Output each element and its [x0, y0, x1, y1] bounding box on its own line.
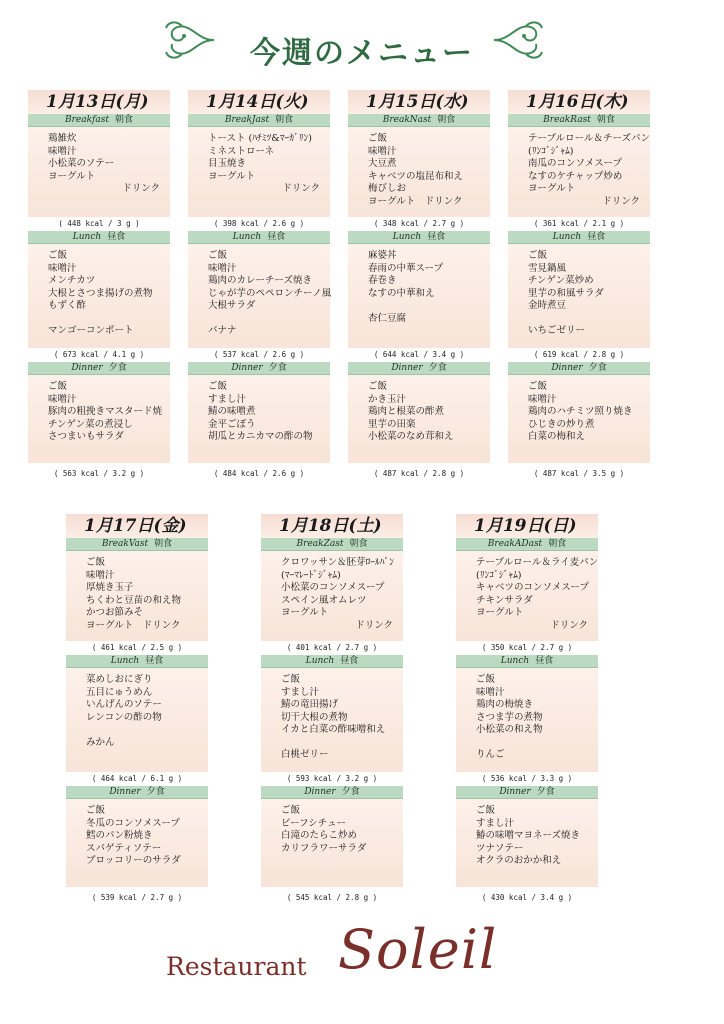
spacer [208, 313, 324, 326]
breakfast-nutrition: ( 398 kcal / 2.6 g ) [213, 219, 305, 228]
lunch-section [261, 668, 403, 772]
menu-item: ご飯 [208, 250, 228, 261]
menu-item: ちくわと豆苗の和え物 [86, 594, 182, 606]
menu-item: ご飯 [281, 674, 301, 685]
menu-item: 小松菜の和え物 [476, 724, 543, 735]
drink-item: ドリンク [355, 619, 393, 631]
menu-item: ヨーグルト [48, 170, 96, 182]
breakfast-section [188, 127, 330, 217]
footer [0, 910, 724, 1010]
menu-item: 大豆煮 [368, 158, 397, 169]
menu-item: 春雨の中華スープ [368, 262, 444, 274]
breakfast-section [456, 551, 598, 641]
menu-item: 白桃ゼリー [281, 749, 329, 760]
dinner-header [456, 786, 598, 799]
menu-item: 小松菜のなめ茸和え [368, 431, 454, 442]
menu-item: 菜めしおにぎり [86, 674, 153, 685]
page-title: 今週のメニュー [250, 36, 474, 71]
menu-item: ヨーグルト [281, 607, 329, 618]
dinner-section [66, 799, 208, 887]
dinner-nutrition: ( 487 kcal / 3.5 g ) [533, 469, 625, 478]
menu-item: 鰆の味噌マヨネーズ焼き [476, 830, 581, 841]
breakfast-header [456, 538, 598, 551]
dinner-label-jp: 夕食 [341, 787, 360, 797]
day-card [261, 514, 403, 905]
menu-item: 鶏肉と根菜の酢煮 [368, 406, 445, 417]
menu-item: ツナソテー [476, 842, 524, 854]
menu-item: 里芋の田楽 [368, 418, 416, 430]
menu-item: ヨーグルト ドリンク [86, 619, 181, 631]
menu-item: 目玉焼き [208, 158, 247, 169]
breakfast-label-jp: 朝食 [437, 115, 456, 125]
menu-item: キャベツのコンソメスープ [476, 582, 589, 593]
dinner-label-jp: 夕食 [428, 363, 447, 373]
lunch-label: Lunch [305, 656, 335, 666]
dinner-header [508, 362, 650, 375]
spacer [368, 300, 484, 313]
menu-item: 味噌汁 [368, 145, 397, 157]
menu-item: スパゲティソテー [86, 842, 162, 854]
breakfast-section [66, 551, 208, 641]
dinner-nutrition: ( 563 kcal / 3.2 g ) [53, 469, 145, 478]
breakfast-label: BreakADast [487, 539, 543, 549]
menu-item: みかん [86, 736, 115, 748]
dinner-label: Dinner [391, 363, 423, 373]
lunch-label: Lunch [392, 232, 422, 242]
drink-item: ドリンク [550, 619, 588, 631]
menu-item: (ﾏｰﾏﾚｰﾄﾞｼﾞｬﾑ) [281, 569, 341, 581]
breakfast-header [508, 114, 650, 127]
day-date: 1月14日(火) [188, 90, 330, 114]
breakfast-label: BreakNast [382, 115, 432, 125]
breakfast-section [28, 127, 170, 217]
lunch-section [66, 668, 208, 772]
breakfast-label: BreakRast [543, 115, 591, 125]
menu-item: ご飯 [48, 381, 68, 392]
menu-item: ご飯 [208, 381, 228, 392]
dinner-header [261, 786, 403, 799]
spacer [48, 313, 164, 326]
menu-item: マンゴーコンポート [48, 325, 134, 336]
menu-item: ヨーグルト [208, 170, 256, 182]
menu-item: 南瓜のコンソメスープ [528, 158, 622, 169]
menu-item: ご飯 [86, 557, 106, 568]
menu-item: 味噌汁 [48, 262, 77, 274]
menu-item: 里芋の和風サラダ [528, 287, 604, 299]
menu-item: りんご [476, 749, 505, 760]
menu-item: 小松菜のソテー [48, 158, 115, 169]
lunch-section [28, 244, 170, 348]
day-date: 1月13日(月) [28, 90, 170, 114]
menu-item: チンゲン菜炒め [528, 275, 594, 286]
breakfast-label-jp: 朝食 [596, 115, 615, 125]
dinner-header [188, 362, 330, 375]
day-card [66, 514, 208, 905]
menu-item: すまし汁 [208, 393, 247, 405]
menu-item: クロワッサン＆胚芽ﾛｰﾙﾊﾟﾝ [281, 557, 395, 568]
menu-item: 金平ごぼう [208, 418, 256, 430]
lunch-header [456, 655, 598, 668]
dinner-nutrition: ( 484 kcal / 2.6 g ) [213, 469, 305, 478]
dinner-label-jp: 夕食 [588, 363, 607, 373]
lunch-nutrition: ( 464 kcal / 6.1 g ) [91, 774, 183, 783]
dinner-label: Dinner [71, 363, 103, 373]
breakfast-nutrition: ( 461 kcal / 2.5 g ) [91, 643, 183, 652]
lunch-section [508, 244, 650, 348]
dinner-nutrition: ( 539 kcal / 2.7 g ) [91, 893, 183, 902]
breakfast-header [66, 538, 208, 551]
menu-item: 鶏肉のカレーチーズ焼き [208, 275, 313, 286]
menu-item: カリフラワーサラダ [281, 842, 367, 854]
dinner-header [28, 362, 170, 375]
breakfast-label-jp: 朝食 [349, 539, 368, 549]
restaurant-label: Restaurant [166, 952, 307, 981]
dinner-nutrition: ( 430 kcal / 3.4 g ) [481, 893, 573, 902]
lunch-label: Lunch [552, 232, 582, 242]
day-date: 1月18日(土) [261, 514, 403, 538]
lunch-section [348, 244, 490, 348]
menu-item: ご飯 [368, 381, 388, 392]
breakfast-label-jp: 朝食 [154, 539, 173, 549]
menu-item: 杏仁豆腐 [368, 312, 407, 324]
dinner-label: Dinner [499, 787, 531, 797]
lunch-label-jp: 昼食 [340, 656, 359, 666]
menu-item: ご飯 [528, 381, 548, 392]
menu-item: 胡瓜とカニカマの酢の物 [208, 431, 313, 442]
day-date: 1月19日(日) [456, 514, 598, 538]
menu-item: チキンサラダ [476, 594, 533, 606]
menu-item: バナナ [208, 325, 237, 336]
lunch-label-jp: 昼食 [427, 232, 446, 242]
breakfast-section [508, 127, 650, 217]
breakfast-nutrition: ( 350 kcal / 2.7 g ) [481, 643, 573, 652]
menu-item: ご飯 [48, 250, 68, 261]
dinner-label: Dinner [109, 787, 141, 797]
lunch-nutrition: ( 536 kcal / 3.3 g ) [481, 774, 573, 783]
breakfast-header [348, 114, 490, 127]
lunch-header [348, 231, 490, 244]
menu-item: さつま芋の煮物 [476, 711, 543, 723]
day-card [456, 514, 598, 905]
menu-item: テーブルロール＆ライ麦パン [476, 557, 599, 568]
menu-item: ミネストローネ [208, 145, 275, 157]
dinner-label-jp: 夕食 [146, 787, 165, 797]
day-date: 1月16日(木) [508, 90, 650, 114]
day-date: 1月15日(水) [348, 90, 490, 114]
menu-item: 鶏肉の梅焼き [476, 699, 534, 710]
menu-item: 鶏雑炊 [48, 133, 77, 144]
menu-item: 冬瓜のコンソメスープ [86, 817, 180, 829]
menu-item: ヨーグルト [476, 607, 524, 618]
dinner-header [348, 362, 490, 375]
menu-item: キャベツの塩昆布和え [368, 170, 464, 182]
lunch-label: Lunch [110, 656, 140, 666]
menu-item: (ﾘﾝｺﾞｼﾞｬﾑ) [476, 569, 522, 581]
breakfast-header [261, 538, 403, 551]
spacer [86, 724, 202, 737]
dinner-label: Dinner [231, 363, 263, 373]
breakfast-label: BreakVast [101, 539, 149, 549]
menu-item: 大根とさつま揚げの煮物 [48, 287, 153, 299]
lunch-label: Lunch [72, 232, 102, 242]
day-card [348, 90, 490, 481]
breakfast-label: BreakZast [296, 539, 344, 549]
menu-item: レンコンの酢の物 [86, 711, 162, 723]
dinner-nutrition: ( 545 kcal / 2.8 g ) [286, 893, 378, 902]
header [0, 10, 724, 74]
lunch-label-jp: 昼食 [535, 656, 554, 666]
menu-item: 鯖の味噌煮 [208, 406, 256, 417]
menu-item: かつお節みそ [86, 607, 144, 618]
drink-item: ドリンク [602, 195, 640, 207]
dinner-label-jp: 夕食 [536, 787, 555, 797]
menu-item: オクラのおかか和え [476, 855, 562, 866]
lunch-nutrition: ( 537 kcal / 2.6 g ) [213, 350, 305, 359]
lunch-label: Lunch [232, 232, 262, 242]
lunch-nutrition: ( 593 kcal / 3.2 g ) [286, 774, 378, 783]
menu-item: 鯖の竜田揚げ [281, 699, 339, 710]
lunch-header [261, 655, 403, 668]
menu-item: 雪見鍋風 [528, 262, 567, 274]
menu-item: ご飯 [281, 805, 301, 816]
lunch-nutrition: ( 619 kcal / 2.8 g ) [533, 350, 625, 359]
menu-item: 金時煮豆 [528, 300, 567, 311]
dinner-label: Dinner [304, 787, 336, 797]
breakfast-section [261, 551, 403, 641]
menu-item: ご飯 [528, 250, 548, 261]
dinner-label-jp: 夕食 [108, 363, 127, 373]
lunch-label-jp: 昼食 [145, 656, 164, 666]
menu-item: 小松菜のコンソメスープ [281, 582, 385, 593]
dinner-section [508, 375, 650, 463]
dinner-header [66, 786, 208, 799]
dinner-section [456, 799, 598, 887]
dinner-label: Dinner [551, 363, 583, 373]
breakfast-label: Breakfast [64, 115, 109, 125]
menu-item: 五目にゅうめん [86, 686, 153, 698]
lunch-nutrition: ( 644 kcal / 3.4 g ) [373, 350, 465, 359]
restaurant-name: Soleil [338, 918, 498, 981]
day-date: 1月17日(金) [66, 514, 208, 538]
menu-item: すまし汁 [281, 686, 320, 698]
spacer [528, 313, 644, 326]
menu-item: もずく酢 [48, 300, 87, 311]
menu-item: 味噌汁 [48, 393, 77, 405]
menu-item: じゃが芋のペペロンチーノ風 [208, 287, 332, 299]
menu-item: 梅びしお [368, 183, 407, 194]
menu-item: 味噌汁 [476, 686, 505, 698]
lunch-nutrition: ( 673 kcal / 4.1 g ) [53, 350, 145, 359]
dinner-nutrition: ( 487 kcal / 2.8 g ) [373, 469, 465, 478]
lunch-label-jp: 昼食 [587, 232, 606, 242]
drink-item: ドリンク [282, 183, 320, 194]
menu-item: ヨーグルト ドリンク [368, 195, 463, 207]
breakfast-nutrition: ( 361 kcal / 2.1 g ) [533, 219, 625, 228]
menu-item: (ﾘﾝｺﾞｼﾞｬﾑ) [528, 145, 574, 157]
spacer [476, 737, 592, 750]
menu-item: いんげんのソテー [86, 699, 162, 710]
menu-item: ブロッコリーのサラダ [86, 855, 181, 866]
menu-item: スペイン風オムレツ [281, 594, 367, 606]
breakfast-header [188, 114, 330, 127]
lunch-section [456, 668, 598, 772]
lunch-header [66, 655, 208, 668]
menu-item: メンチカツ [48, 275, 96, 286]
lunch-label: Lunch [500, 656, 530, 666]
menu-item: 白菜の梅和え [528, 431, 586, 442]
menu-item: いちごゼリー [528, 325, 586, 336]
menu-item: 厚焼き玉子 [86, 582, 134, 593]
breakfast-label-jp: 朝食 [548, 539, 567, 549]
menu-item: 豚肉の粗挽きマスタード焼 [48, 406, 163, 417]
breakfast-nutrition: ( 401 kcal / 2.7 g ) [286, 643, 378, 652]
menu-item: 春巻き [368, 275, 397, 286]
menu-item: テーブルロール＆チーズパン [528, 133, 650, 144]
day-card [188, 90, 330, 481]
menu-item: さつまいもサラダ [48, 431, 124, 442]
dinner-section [261, 799, 403, 887]
breakfast-nutrition: ( 348 kcal / 2.7 g ) [373, 219, 465, 228]
menu-item: ヨーグルト [528, 183, 576, 194]
menu-item: なすのケチャップ炒め [528, 170, 623, 182]
breakfast-label-jp: 朝食 [275, 115, 294, 125]
menu-item: かき玉汁 [368, 393, 407, 405]
menu-item: なすの中華和え [368, 287, 435, 299]
breakfast-section [348, 127, 490, 217]
dinner-label-jp: 夕食 [268, 363, 287, 373]
lunch-label-jp: 昼食 [267, 232, 286, 242]
flourish-ornament-right [492, 18, 546, 62]
menu-item: 味噌汁 [528, 393, 557, 405]
menu-item: 鶏肉のハチミツ照り焼き [528, 406, 633, 417]
menu-item: 麻婆丼 [368, 250, 397, 261]
breakfast-label: BreakJast [224, 115, 270, 125]
menu-item: ご飯 [86, 805, 106, 816]
breakfast-header [28, 114, 170, 127]
day-card [28, 90, 170, 481]
lunch-header [28, 231, 170, 244]
breakfast-nutrition: ( 448 kcal / 3 g ) [58, 219, 140, 228]
menu-item: イカと白菜の酢味噌和え [281, 724, 386, 735]
menu-item: 味噌汁 [48, 145, 77, 157]
menu-item: すまし汁 [476, 817, 515, 829]
menu-item: 味噌汁 [208, 262, 237, 274]
lunch-label-jp: 昼食 [107, 232, 126, 242]
spacer [281, 737, 397, 750]
breakfast-label-jp: 朝食 [114, 115, 133, 125]
menu-item: ご飯 [476, 805, 496, 816]
drink-item: ドリンク [122, 183, 160, 194]
menu-item: 大根サラダ [208, 300, 256, 311]
menu-item: ビーフシチュー [281, 817, 346, 829]
menu-item: 味噌汁 [86, 569, 115, 581]
lunch-section [188, 244, 330, 348]
menu-item: トースト (ﾊﾁﾐﾂ&ﾏｰｶﾞﾘﾝ) [208, 133, 312, 144]
day-card [508, 90, 650, 481]
menu-item: 白滝のたらこ炒め [281, 830, 358, 841]
dinner-section [188, 375, 330, 463]
menu-item: ひじきの炒り煮 [528, 418, 595, 430]
lunch-header [508, 231, 650, 244]
lunch-header [188, 231, 330, 244]
dinner-section [348, 375, 490, 463]
menu-item: 切干大根の煮物 [281, 711, 348, 723]
menu-item: チンゲン菜の煮浸し [48, 418, 133, 430]
menu-item: ご飯 [476, 674, 496, 685]
menu-item: ご飯 [368, 133, 388, 144]
dinner-section [28, 375, 170, 463]
menu-item: 鱈のパン粉焼き [86, 830, 153, 841]
